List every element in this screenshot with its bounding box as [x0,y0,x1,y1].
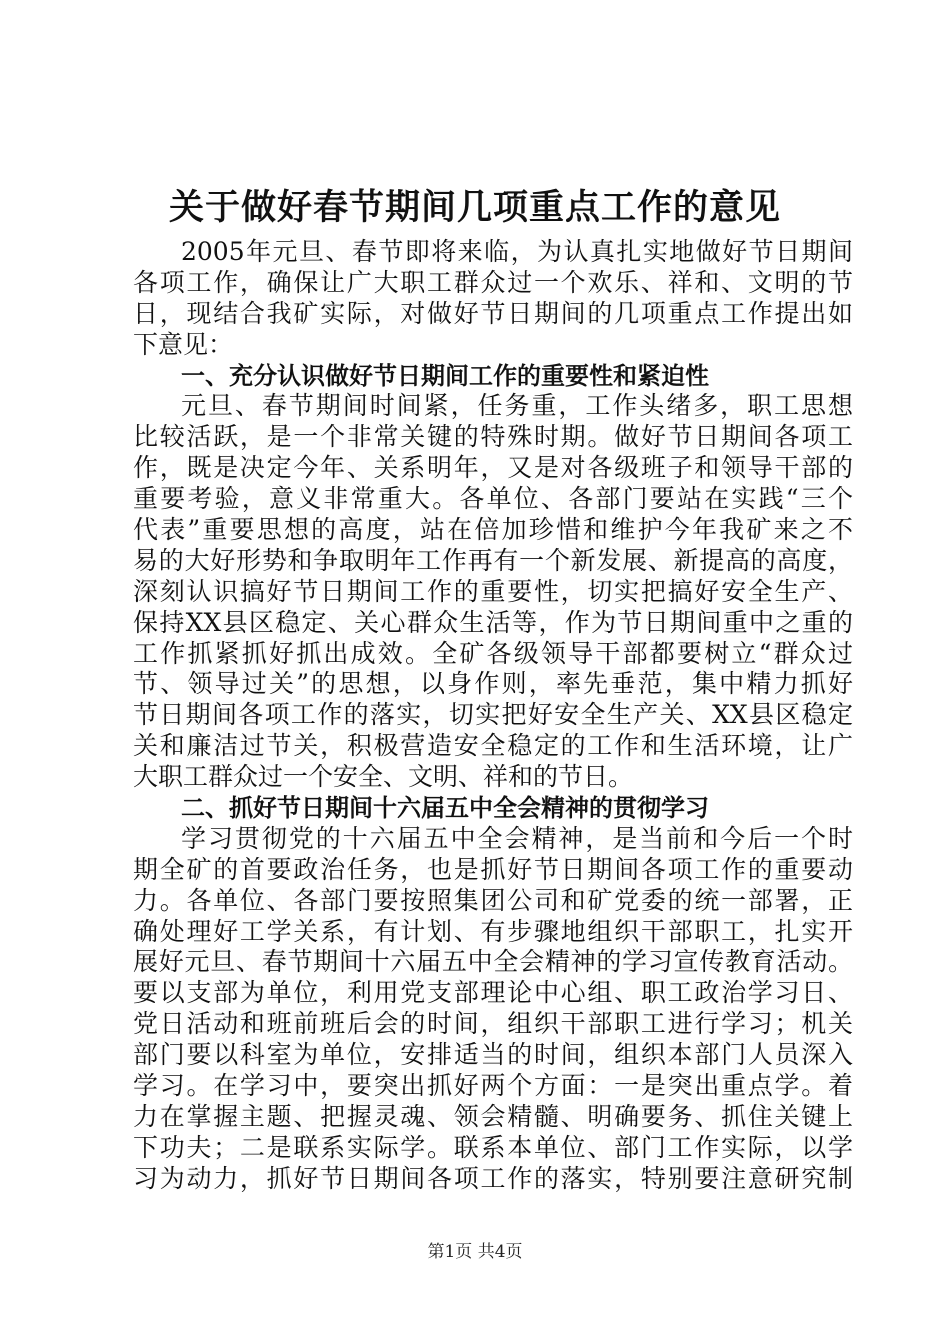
body-text-line: 展好元旦、春节期间十六届五中全会精神的学习宣传教育活动。 [133,947,853,977]
body-text-line: 习为动力，抓好节日期间各项工作的落实，特别要注意研究制 [133,1163,853,1193]
body-text-line: 关和廉洁过节关，积极营造安全稳定的工作和生活环境，让广 [133,731,853,761]
body-text-line: 重要考验，意义非常重大。各单位、各部门要站在实践“三个 [133,484,853,514]
body-text-line: 力。各单位、各部门要按照集团公司和矿党委的统一部署，正 [133,885,853,915]
body-text-line: 下功夫；二是联系实际学。联系本单位、部门工作实际，以学 [133,1132,853,1162]
body-text-line: 节、领导过关”的思想，以身作则，率先垂范，集中精力抓好 [133,669,853,699]
body-text-line: 作，既是决定今年、关系明年，又是对各级班子和领导干部的 [133,453,853,483]
body-text-line: 要以支部为单位，利用党支部理论中心组、职工政治学习日、 [133,978,853,1008]
section-heading: 二、抓好节日期间十六届五中全会精神的贯彻学习 [181,794,709,823]
body-text-line: 易的大好形势和争取明年工作再有一个新发展、新提高的高度， [133,545,853,575]
body-text-line: 党日活动和班前班后会的时间，组织干部职工进行学习；机关 [133,1009,853,1039]
body-text-line: 深刻认识搞好节日期间工作的重要性，切实把搞好安全生产、 [133,576,853,606]
page-footer: 第1页 共4页 [427,1242,523,1262]
body-text-line: 下意见： [133,329,234,359]
body-text-line: 期全矿的首要政治任务，也是抓好节日期间各项工作的重要动 [133,854,853,884]
body-text-line: 2005年元旦、春节即将来临，为认真扎实地做好节日期间 [181,237,853,266]
body-text-line: 确处理好工学关系，有计划、有步骤地组织干部职工，扎实开 [133,916,853,946]
body-text-line: 代表”重要思想的高度，站在倍加珍惜和维护今年我矿来之不 [133,515,853,545]
body-text-line: 元旦、春节期间时间紧，任务重，工作头绪多，职工思想 [181,391,853,421]
body-text-line: 比较活跃，是一个非常关键的特殊时期。做好节日期间各项工 [133,422,853,452]
body-text-line: 工作抓紧抓好抓出成效。全矿各级领导干部都要树立“群众过 [133,638,853,668]
body-text-line: 各项工作，确保让广大职工群众过一个欢乐、祥和、文明的节 [133,267,853,297]
section-heading: 一、充分认识做好节日期间工作的重要性和紧迫性 [181,361,709,390]
body-text-line: 保持XX县区稳定、关心群众生活等，作为节日期间重中之重的 [133,607,853,637]
document-title: 关于做好春节期间几项重点工作的意见 [168,188,781,228]
body-text-line: 日，现结合我矿实际，对做好节日期间的几项重点工作提出如 [133,298,853,328]
body-text-line: 学习贯彻党的十六届五中全会精神，是当前和今后一个时 [181,823,853,853]
body-text-line: 学习。在学习中，要突出抓好两个方面：一是突出重点学。着 [133,1071,853,1101]
body-text-line: 部门要以科室为单位，安排适当的时间，组织本部门人员深入 [133,1040,853,1070]
body-text-line: 节日期间各项工作的落实，切实把好安全生产关、XX县区稳定 [133,700,853,730]
body-text-line: 力在掌握主题、把握灵魂、领会精髓、明确要务、抓住关键上 [133,1101,853,1131]
document-body [133,237,853,1195]
body-text-line: 大职工群众过一个安全、文明、祥和的节日。 [133,762,634,792]
